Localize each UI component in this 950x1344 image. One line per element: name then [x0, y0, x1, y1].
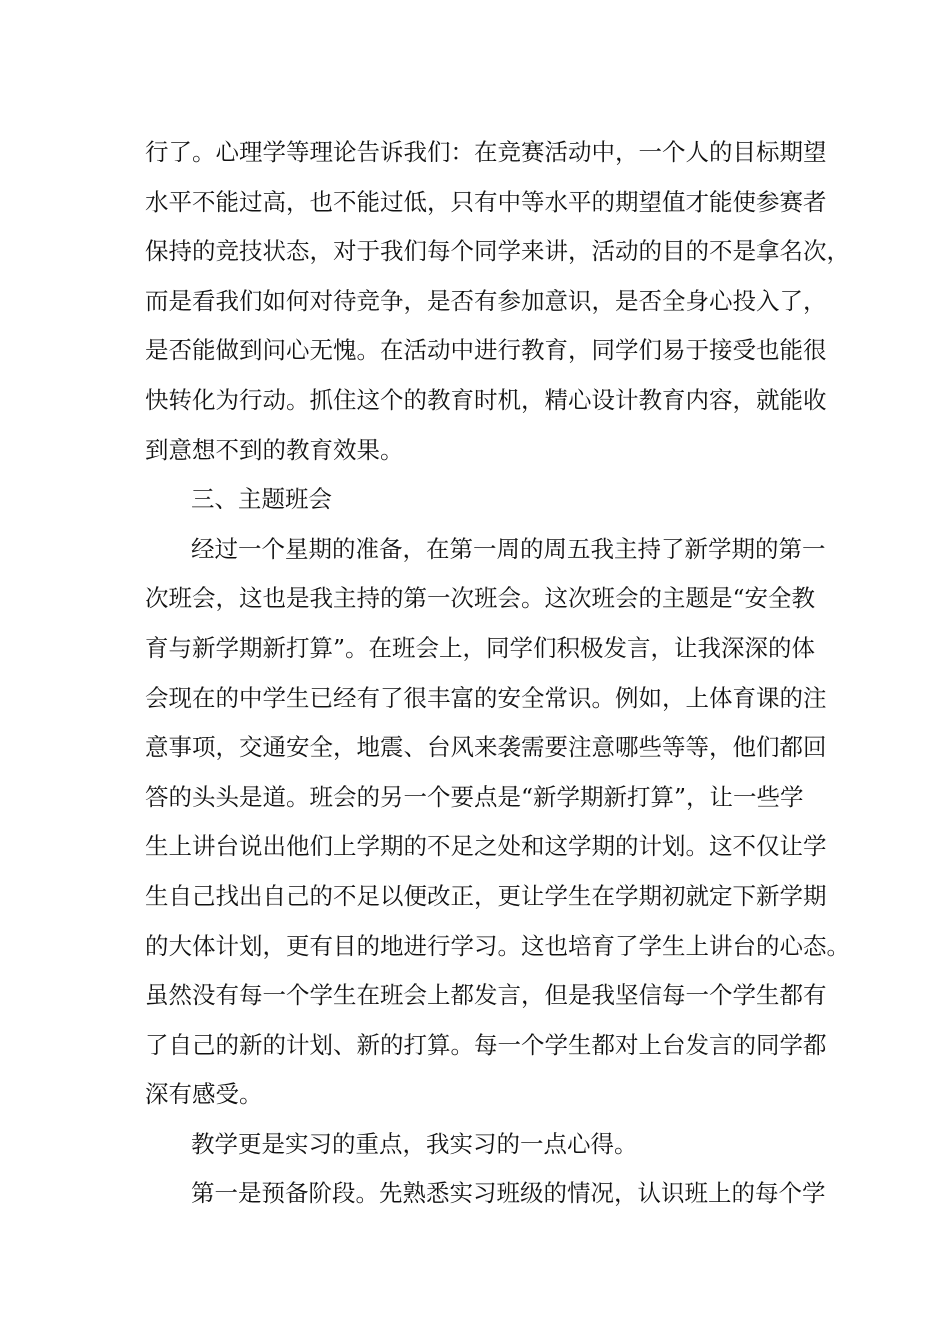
text-line: 水平不能过高，也不能过低，只有中等水平的期望值才能使参赛者	[145, 187, 827, 216]
text-line: 快转化为行动。抓住这个的教育时机，精心设计教育内容，就能收	[145, 385, 827, 414]
text-line: 保持的竞技状态，对于我们每个同学来讲，活动的目的不是拿名次，	[145, 237, 850, 266]
text-line: 行了。心理学等理论告诉我们：在竞赛活动中，一个人的目标期望	[145, 138, 827, 166]
text-line: 经过一个星期的准备，在第一周的周五我主持了新学期的第一	[191, 534, 826, 563]
text-line: 的大体计划，更有目的地进行学习。这也培育了学生上讲台的心态。	[145, 931, 850, 960]
text-line: 深有感受。	[145, 1080, 263, 1109]
text-line: 而是看我们如何对待竞争，是否有参加意识，是否全身心投入了，	[145, 286, 827, 315]
text-line: 虽然没有每一个学生在班会上都发言，但是我坚信每一个学生都有	[145, 981, 827, 1010]
text-line: 教学更是实习的重点，我实习的一点心得。	[191, 1129, 638, 1158]
text-line: 生上讲台说出他们上学期的不足之处和这学期的计划。这不仅让学	[145, 832, 827, 861]
text-line: 答的头头是道。班会的另一个要点是“新学期新打算”，让一些学	[145, 782, 804, 811]
section-heading: 三、主题班会	[191, 485, 332, 514]
text-line: 生自己找出自己的不足以便改正，更让学生在学期初就定下新学期	[145, 881, 827, 910]
text-line: 了自己的新的计划、新的打算。每一个学生都对上台发言的同学都	[145, 1030, 827, 1059]
text-line: 育与新学期新打算”。在班会上，同学们积极发言，让我深深的体	[145, 633, 816, 662]
text-line: 是否能做到问心无愧。在活动中进行教育，同学们易于接受也能很	[145, 336, 827, 365]
text-line: 会现在的中学生已经有了很丰富的安全常识。例如，上体育课的注	[145, 683, 827, 712]
text-line: 第一是预备阶段。先熟悉实习班级的情况，认识班上的每个学	[191, 1179, 826, 1208]
text-line: 次班会，这也是我主持的第一次班会。这次班会的主题是“安全教	[145, 584, 816, 613]
text-line: 意事项，交通安全，地震、台风来袭需要注意哪些等等，他们都回	[145, 733, 827, 762]
document-body	[145, 128, 850, 1219]
text-line: 到意想不到的教育效果。	[145, 435, 404, 464]
